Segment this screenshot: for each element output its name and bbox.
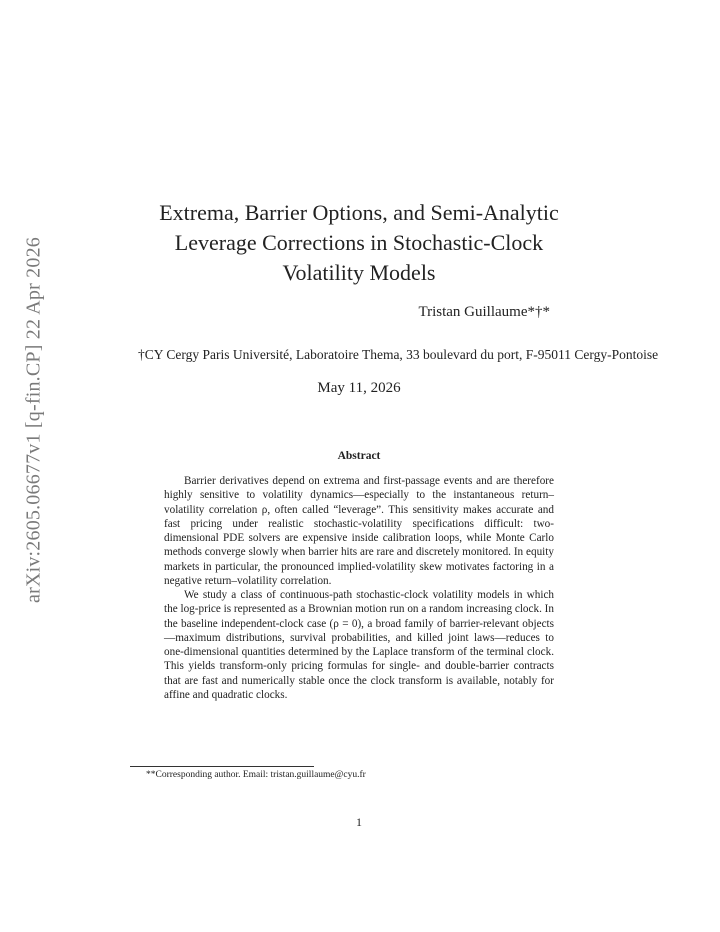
abstract-heading: Abstract bbox=[337, 450, 381, 462]
abstract-paragraph-2: We study a class of continuous-path stochastic-clock volatility models in which the log-price is represented as a Brownian motion run on a random increasing clock. In the baseline independent-clock case (ρ = 0), a broad family of barrier-relevant objects—maximum distributions, survival probabilities, and killed joint laws—reduces to one-dimensional quantities determined by the Laplace transform of the terminal clock. This yields transform-only pricing formulas for single- and double-barrier contracts that are fast and numerically stable once the clock transform is available, notably for affine and quadratic clocks. bbox=[164, 589, 554, 701]
author-affiliation: †CY Cergy Paris Université, Laboratoire Thema, 33 boulevard du port, F-95011 Cergy-Pontoise bbox=[138, 347, 659, 362]
corresponding-author-footnote: **Corresponding author. Email: tristan.guillaume@cyu.fr bbox=[146, 770, 366, 780]
footnote-divider bbox=[130, 766, 314, 767]
title-line-1: Extrema, Barrier Options, and Semi-Analytic bbox=[159, 200, 559, 225]
page-number: 1 bbox=[356, 815, 362, 829]
author-name: Tristan Guillaume*†* bbox=[418, 304, 550, 320]
arxiv-identifier: arXiv:2605.06677v1 [q-fin.CP] 22 Apr 2026 bbox=[22, 237, 45, 603]
arxiv-side-stamp bbox=[18, 0, 50, 932]
title-line-3: Volatility Models bbox=[282, 260, 436, 285]
paper-date: May 11, 2026 bbox=[317, 380, 401, 396]
title-line-2: Leverage Corrections in Stochastic-Clock bbox=[174, 230, 544, 255]
abstract-paragraph-1: Barrier derivatives depend on extrema and first-passage events and are therefore highly sensitive to volatility dynamics—especially to the instantaneous return–volatility correlation ρ, often called “leverage”. This sensitivity makes accurate and fast pricing under realistic stochastic-volatility specifications difficult: two-dimensional PDE solvers are expensive inside calibration loops, while Monte Carlo methods converge slowly when barrier hits are rare and discretely monitored. In equity markets in particular, the pronounced implied-volatility skew motivates factoring in a negative return–volatility correlation. bbox=[164, 475, 554, 587]
paper-title bbox=[100, 198, 618, 288]
abstract-body bbox=[164, 474, 554, 702]
